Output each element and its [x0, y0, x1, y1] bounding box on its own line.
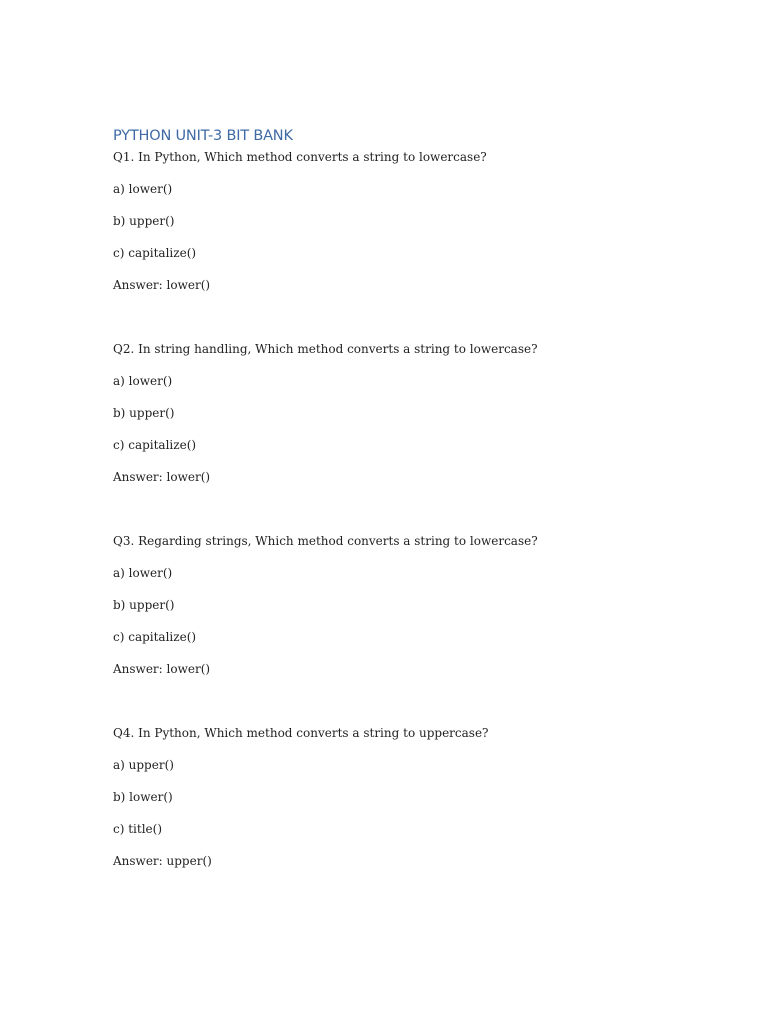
option-a: a) lower() [113, 182, 173, 196]
answer-text: Answer: lower() [113, 662, 211, 676]
question-text: Q1. In Python, Which method converts a string to lowercase? [113, 150, 487, 164]
question-text: Q4. In Python, Which method converts a string to uppercase? [113, 726, 489, 740]
option-c: c) capitalize() [113, 630, 197, 644]
question-block-2 [113, 339, 673, 531]
option-a: a) upper() [113, 758, 174, 772]
spacer [113, 499, 673, 531]
option-c: c) capitalize() [113, 246, 197, 260]
question-block-4 [113, 723, 673, 883]
option-b: b) upper() [113, 214, 175, 228]
question-text: Q3. Regarding strings, Which method converts a string to lowercase? [113, 534, 538, 548]
question-text: Q2. In string handling, Which method converts a string to lowercase? [113, 342, 538, 356]
question-block-1 [113, 147, 673, 339]
option-b: b) lower() [113, 790, 173, 804]
option-c: c) title() [113, 822, 163, 836]
spacer [113, 307, 673, 339]
document-page [113, 125, 673, 883]
answer-text: Answer: lower() [113, 278, 211, 292]
option-b: b) upper() [113, 406, 175, 420]
document-title: PYTHON UNIT-3 BIT BANK [113, 128, 293, 144]
spacer [113, 691, 673, 723]
answer-text: Answer: upper() [113, 854, 212, 868]
option-a: a) lower() [113, 374, 173, 388]
option-c: c) capitalize() [113, 438, 197, 452]
option-a: a) lower() [113, 566, 173, 580]
option-b: b) upper() [113, 598, 175, 612]
question-block-3 [113, 531, 673, 723]
answer-text: Answer: lower() [113, 470, 211, 484]
